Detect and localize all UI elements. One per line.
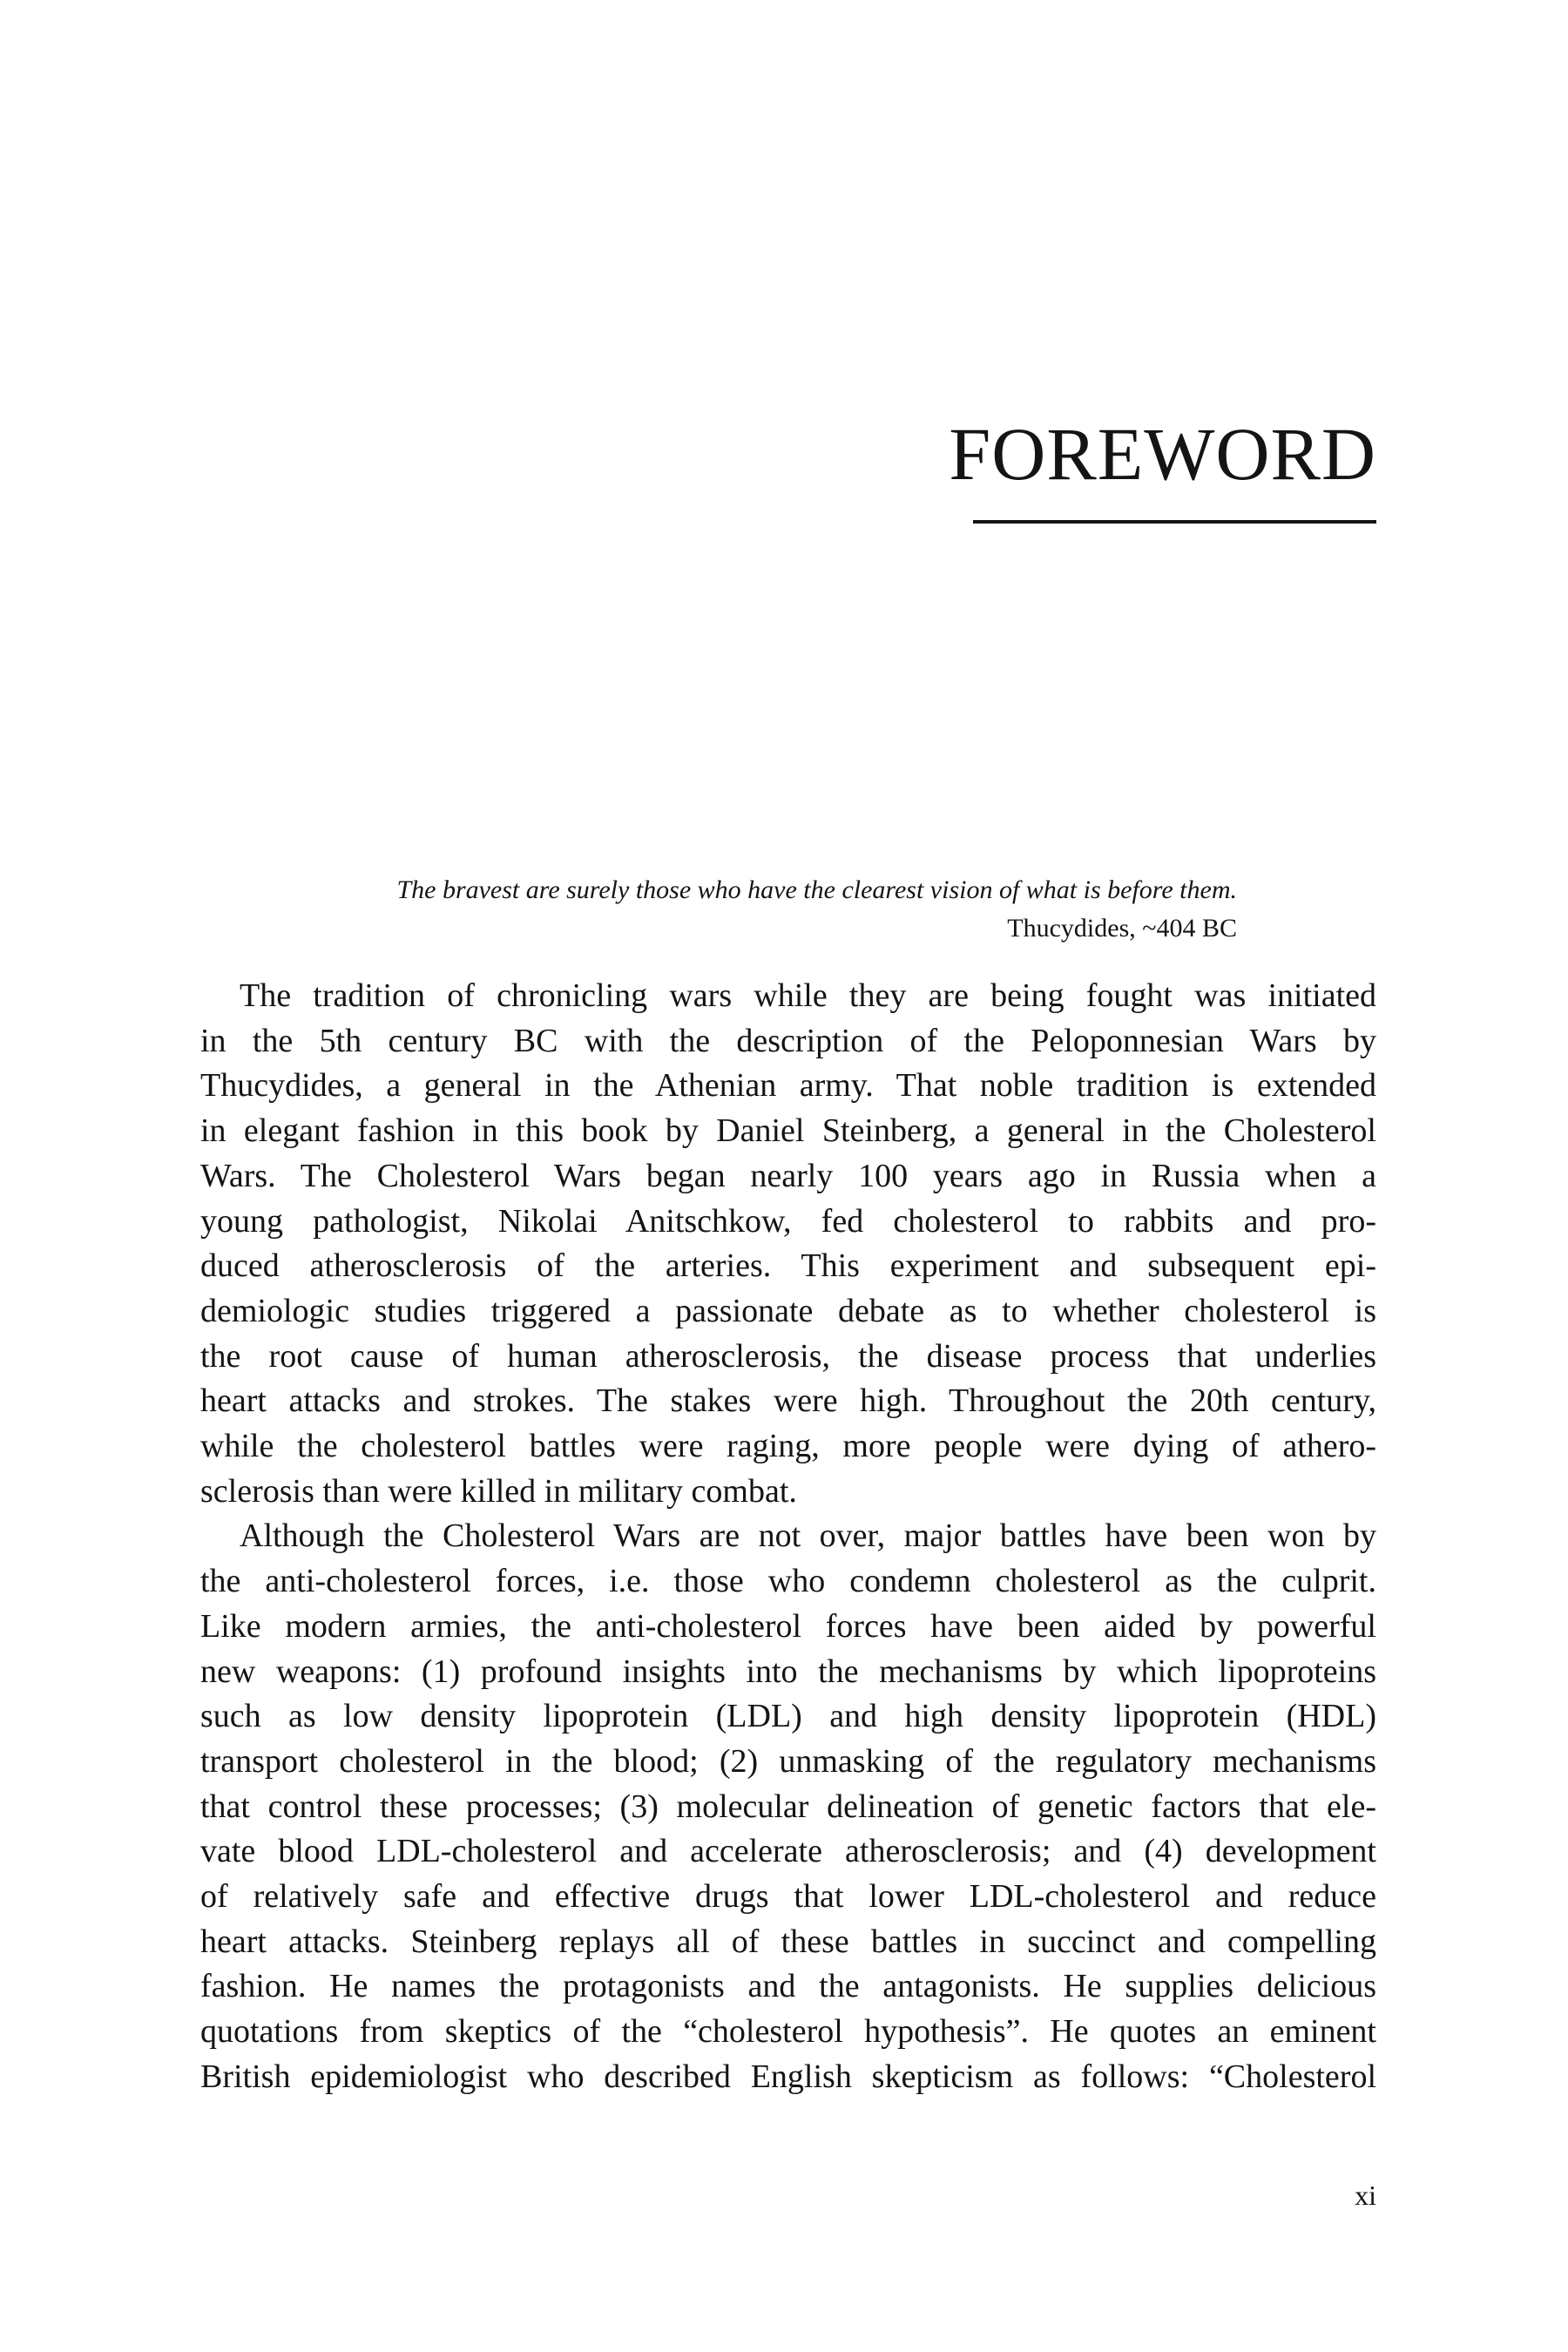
chapter-title: FOREWORD	[949, 412, 1376, 496]
text-line: Thucydides, a general in the Athenian army. That noble tradition is extended	[200, 1067, 1376, 1105]
text-line: duced atherosclerosis of the arteries. This experiment and subsequent epi-	[200, 1247, 1376, 1285]
text-line: quotations from skeptics of the “cholesterol hypothesis”. He quotes an eminent	[200, 2013, 1376, 2051]
text-line: new weapons: (1) profound insights into the mechanisms by which lipoproteins	[200, 1652, 1376, 1690]
text-line: in elegant fashion in this book by Daniel Steinberg, a general in the Cholesterol	[200, 1112, 1376, 1150]
text-line: British epidemiologist who described English skepticism as follows: “Cholesterol	[200, 2058, 1376, 2095]
text-line: while the cholesterol battles were raging, more people were dying of athero-	[200, 1428, 1376, 1465]
paragraph-2	[200, 1514, 1376, 2099]
text-line: fashion. He names the protagonists and the antagonists. He supplies delicious	[200, 1968, 1376, 2005]
text-line: the root cause of human atherosclerosis, the disease process that underlies	[200, 1337, 1376, 1375]
text-line: that control these processes; (3) molecular delineation of genetic factors that ele-	[200, 1788, 1376, 1825]
text-line: in the 5th century BC with the description of the Peloponnesian Wars by	[200, 1022, 1376, 1059]
epigraph-attribution: Thucydides, ~404 BC	[1007, 914, 1237, 943]
text-line: transport cholesterol in the blood; (2) unmasking of the regulatory mechanisms	[200, 1742, 1376, 1780]
paragraph-1	[200, 974, 1376, 1514]
text-line: Wars. The Cholesterol Wars began nearly 100 years ago in Russia when a	[200, 1157, 1376, 1194]
text-line: The tradition of chronicling wars while they are being fought was initiated	[240, 977, 1376, 1014]
title-underline-rule	[973, 520, 1376, 524]
text-line: sclerosis than were killed in military combat.	[200, 1472, 797, 1510]
epigraph-quote: The bravest are surely those who have the clearest vision of what is before them.	[396, 875, 1237, 904]
text-line: vate blood LDL-cholesterol and accelerate atherosclerosis; and (4) development	[200, 1833, 1376, 1870]
text-line: heart attacks and strokes. The stakes were high. Throughout the 20th century,	[200, 1382, 1376, 1420]
text-line: such as low density lipoprotein (LDL) and high density lipoprotein (HDL)	[200, 1698, 1376, 1735]
text-line: demiologic studies triggered a passionate debate as to whether cholesterol is	[200, 1292, 1376, 1329]
text-line: the anti-cholesterol forces, i.e. those who condemn cholesterol as the culprit.	[200, 1563, 1376, 1600]
text-line: Although the Cholesterol Wars are not over, major battles have been won by	[240, 1517, 1376, 1555]
text-line: of relatively safe and effective drugs that lower LDL-cholesterol and reduce	[200, 1878, 1376, 1916]
text-line: heart attacks. Steinberg replays all of these battles in succinct and compelling	[200, 1923, 1376, 1960]
epigraph	[200, 871, 1237, 948]
text-line: young pathologist, Nikolai Anitschkow, fed cholesterol to rabbits and pro-	[200, 1202, 1376, 1240]
text-line: Like modern armies, the anti-cholesterol forces have been aided by powerful	[200, 1607, 1376, 1645]
page-number: xi	[1355, 2180, 1376, 2211]
body-text	[200, 974, 1376, 2100]
